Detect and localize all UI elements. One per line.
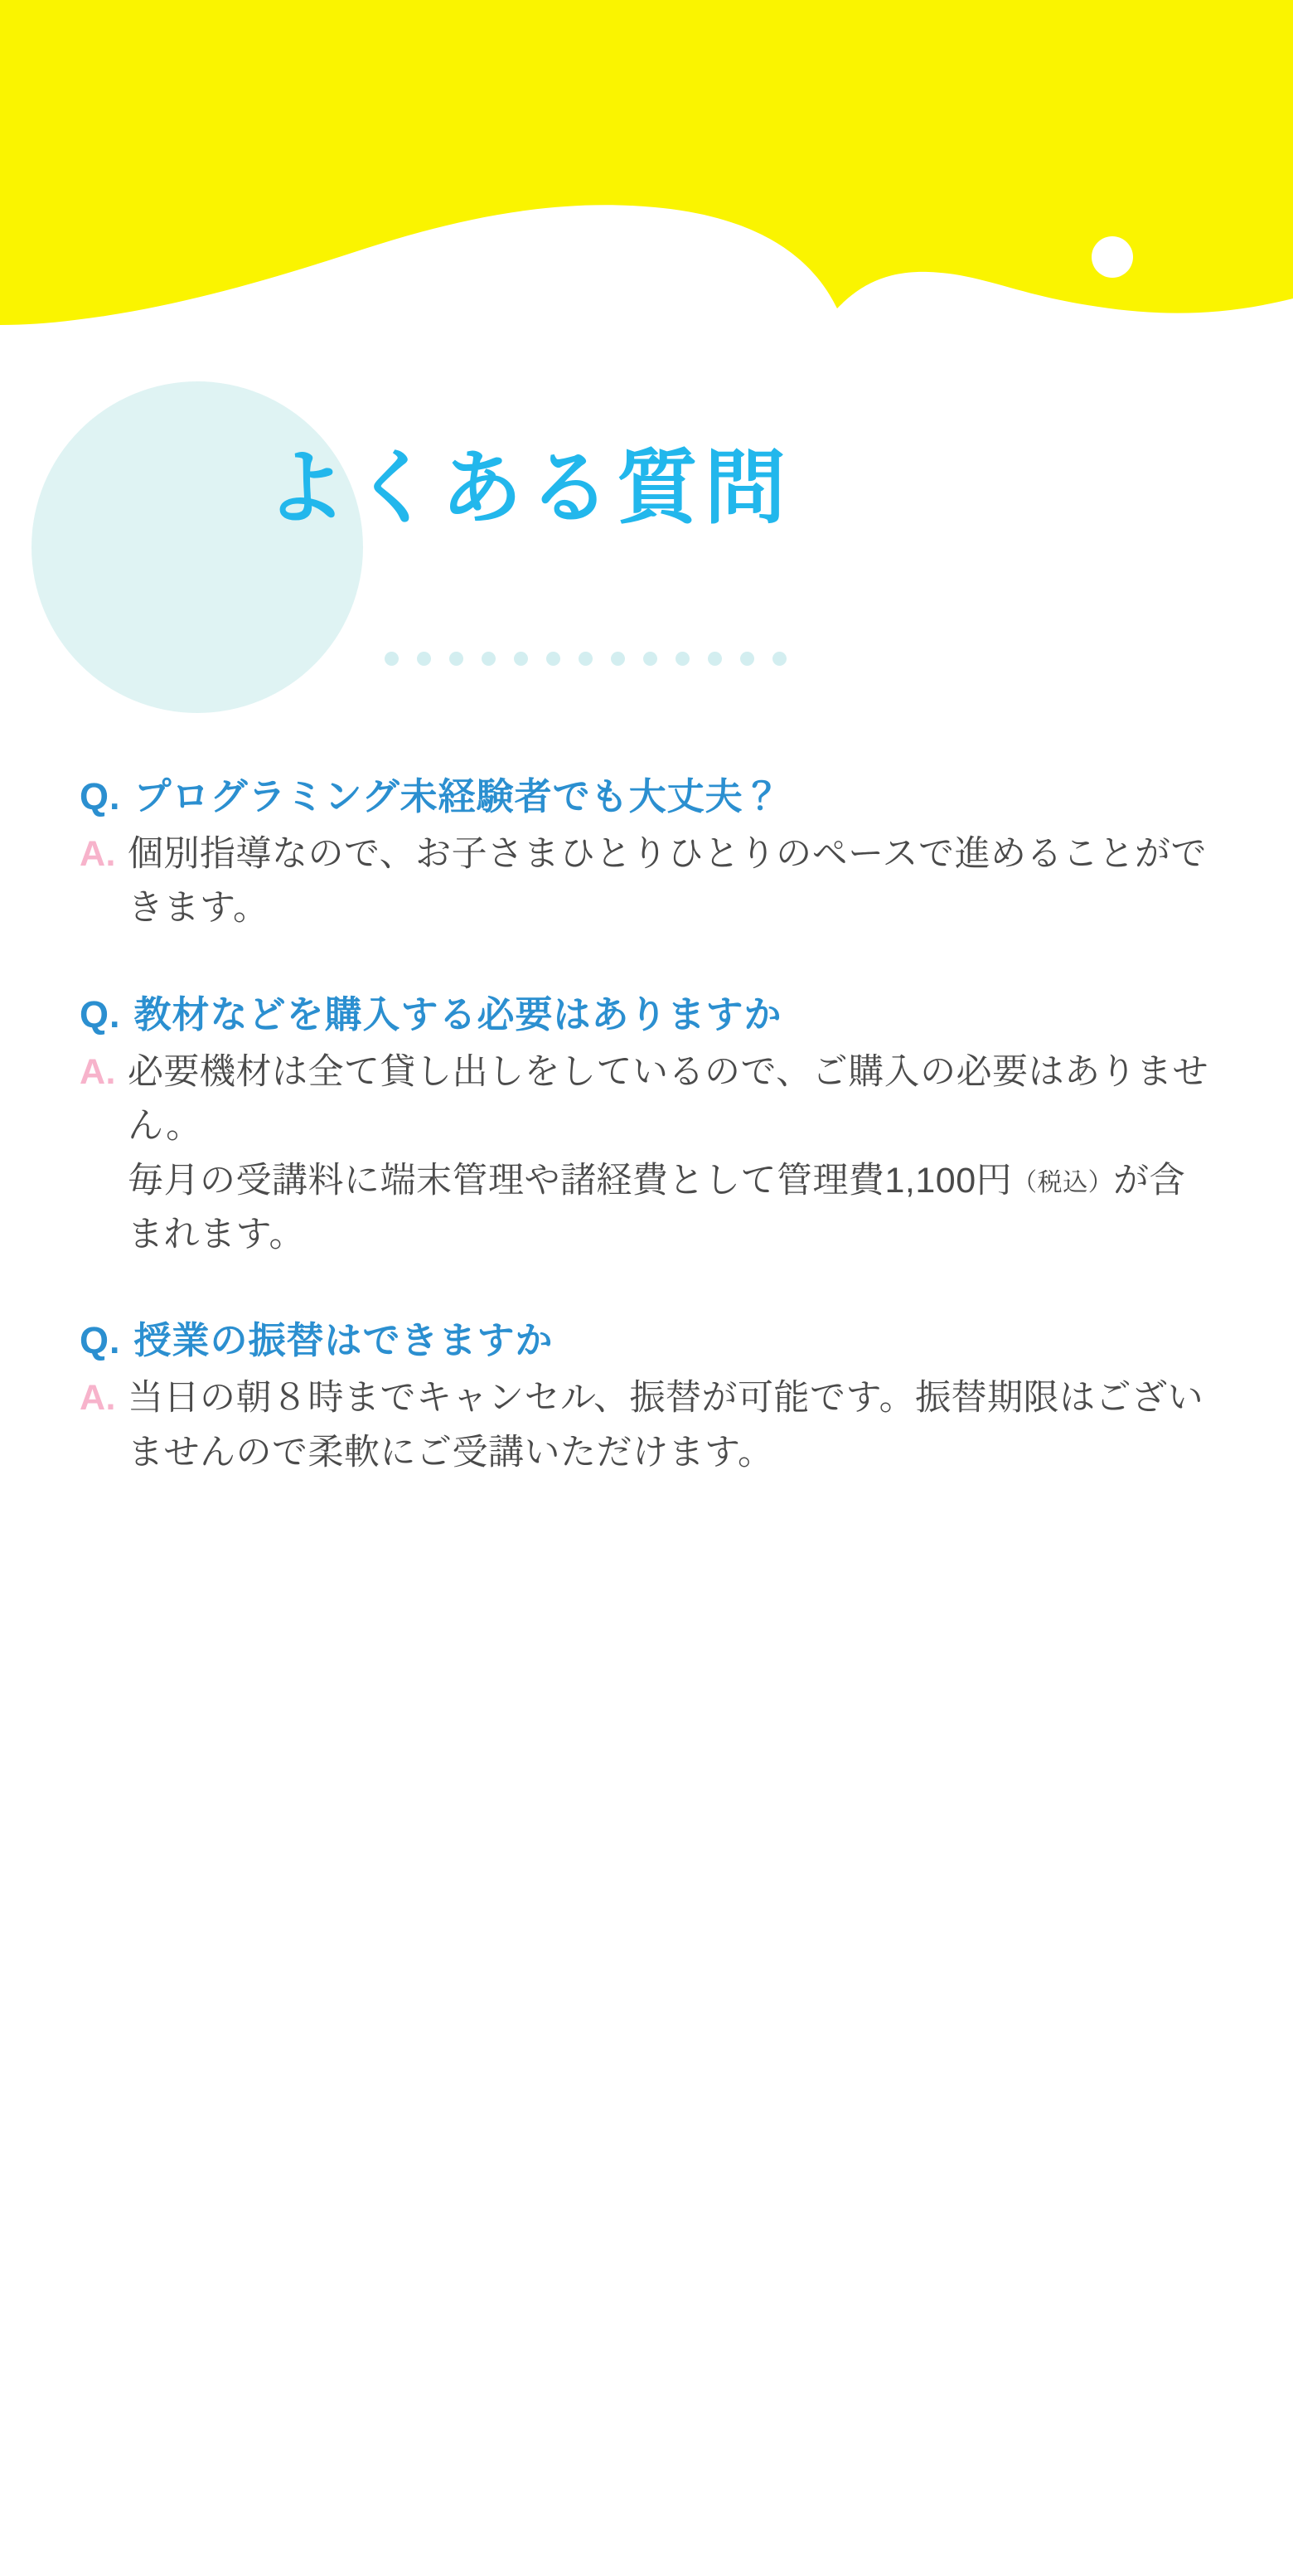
yellow-wave-shape [0, 0, 1293, 348]
faq-list [80, 771, 1217, 1533]
faq-answer [80, 827, 1217, 936]
title-dot [579, 652, 593, 666]
title-dot [740, 652, 754, 666]
title-dot-row [385, 652, 787, 666]
title-dot [385, 652, 399, 666]
title-dot [514, 652, 528, 666]
faq-question-text: 教材などを購入する必要はありますか [133, 992, 782, 1036]
tax-note: （税込） [1012, 1168, 1114, 1196]
page-title: よくある質問 [265, 442, 793, 533]
title-dot [708, 652, 722, 666]
faq-question [80, 1315, 1217, 1366]
faq-answer-text: 当日の朝８時までキャンセル、振替が可能です。振替期限はございませんので柔軟にご受講いただけます。 [128, 1378, 1204, 1472]
title-dot [643, 652, 657, 666]
question-marker: Q. [80, 775, 121, 817]
title-dot [772, 652, 787, 666]
question-marker: Q. [80, 992, 121, 1036]
faq-answer-text [128, 1045, 1217, 1262]
title-dot [611, 652, 625, 666]
faq-question [80, 989, 1217, 1041]
white-dot-decoration [1092, 236, 1133, 278]
title-dot [482, 652, 496, 666]
faq-item [80, 989, 1217, 1263]
faq-question [80, 771, 1217, 822]
answer-marker: A. [80, 1378, 116, 1419]
faq-answer-line-2b: が含まれます。 [128, 1160, 1186, 1254]
title-dot [449, 652, 463, 666]
faq-answer-text: 個別指導なので、お子さまひとりひとりのペースで進めることができます。 [128, 834, 1207, 929]
title-dot [417, 652, 431, 666]
faq-item [80, 1315, 1217, 1480]
page-title-block [0, 365, 1293, 713]
faq-answer [80, 1045, 1217, 1262]
faq-item [80, 771, 1217, 936]
faq-answer [80, 1371, 1217, 1480]
question-marker: Q. [80, 1319, 121, 1362]
title-background-circle [31, 381, 363, 713]
top-decorative-band [0, 0, 1293, 348]
faq-answer-line-1: 必要機材は全て貸し出しをしているので、ご購入の必要はありません。 [128, 1051, 1209, 1147]
faq-question-text: 授業の振替はできますか [133, 1319, 554, 1362]
faq-answer-line-2a: 毎月の受講料に端末管理や諸経費として管理費1,100円 [128, 1160, 1013, 1201]
faq-question-text: プログラミング未経験者でも大丈夫？ [133, 775, 782, 817]
answer-marker: A. [80, 834, 116, 875]
title-dot [676, 652, 690, 666]
answer-marker: A. [80, 1051, 116, 1092]
title-dot [546, 652, 560, 666]
